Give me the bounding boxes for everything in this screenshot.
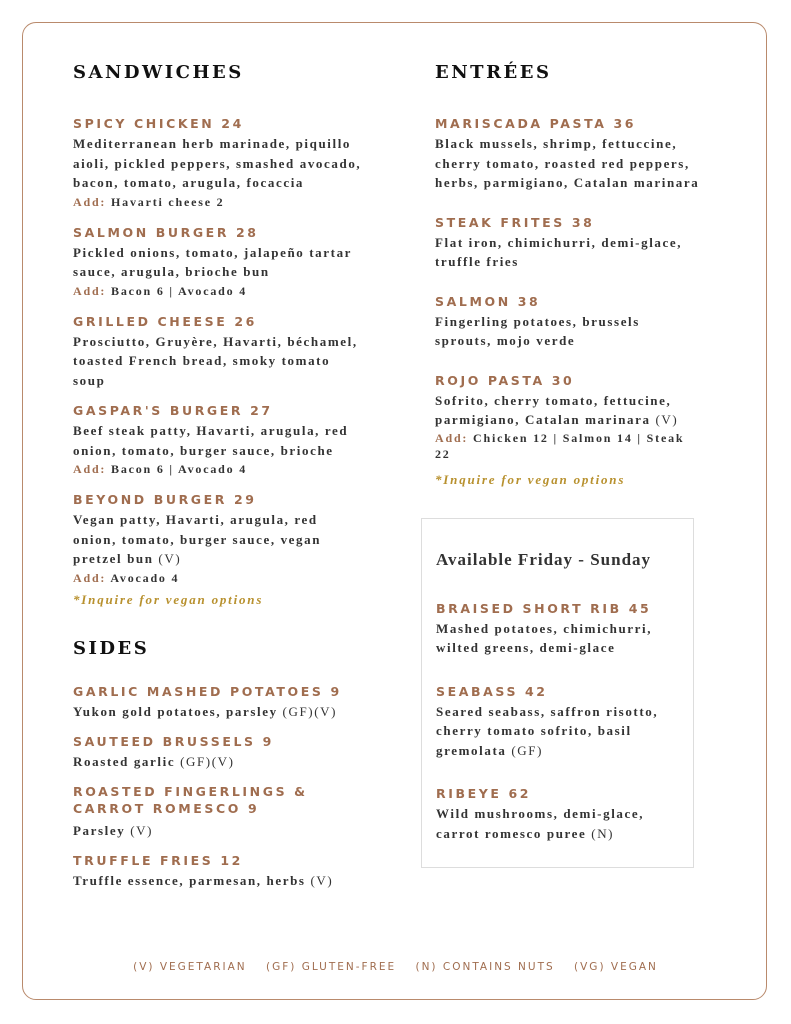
menu-item [73, 732, 363, 772]
menu-item [73, 223, 363, 301]
item-name: ROJO PASTA 30 [435, 372, 575, 388]
add-options: Havarti cheese 2 [111, 194, 225, 209]
item-name: RIBEYE 62 [436, 786, 532, 801]
legend-gluten-free: (GF) GLUTEN-FREE [265, 961, 397, 973]
item-addon [73, 460, 363, 479]
add-label: Add: [435, 430, 469, 445]
menu-item [73, 401, 363, 479]
diet-tag: (GF)(V) [180, 754, 235, 769]
menu-item [436, 682, 681, 761]
desc-text: Seared seabass, saffron risotto, cherry tomato sofrito, basil gremolata [436, 703, 659, 758]
section-title-sides: SIDES [73, 637, 150, 659]
item-desc: Black mussels, shrimp, fettuccine, cherry tomato, roasted red peppers, herbs, parmigiano, Catalan marinara [435, 136, 700, 190]
item-name: GARLIC MASHED POTATOES 9 [73, 683, 342, 699]
desc-text: Wild mushrooms, demi-glace, carrot romesco puree [436, 806, 645, 841]
item-desc [436, 804, 681, 843]
menu-item [73, 490, 363, 588]
menu-item [436, 784, 681, 843]
add-options: Bacon 6 | Avocado 4 [111, 283, 247, 298]
diet-tag: (V) [310, 873, 334, 888]
left-column [73, 60, 363, 891]
item-name: MARISCADA PASTA 36 [435, 116, 637, 131]
legend-vegan: (VG) VEGAN [574, 961, 658, 973]
item-desc: Mashed potatoes, chimichurri, wilted greens, demi-glace [436, 620, 653, 655]
diet-tag: (V) [130, 822, 154, 838]
right-column [435, 60, 700, 868]
desc-text: Parsley [73, 822, 126, 838]
section-title-sandwiches: SANDWICHES [73, 62, 244, 83]
menu-item [73, 851, 363, 891]
item-name: SALMON 38 [435, 293, 541, 309]
item-desc: Fingerling potatoes, brussels sprouts, mojo verde [435, 313, 640, 348]
desc-text: Roasted garlic [73, 754, 176, 769]
add-label: Add: [73, 570, 107, 585]
item-name: BEYOND BURGER 29 [73, 492, 257, 507]
legend-contains-nuts: (N) CONTAINS NUTS [415, 961, 555, 973]
menu-page [0, 60, 791, 982]
add-options: Bacon 6 | Avocado 4 [111, 462, 247, 476]
diet-tag: (V) [158, 551, 182, 566]
add-label: Add: [73, 194, 107, 209]
desc-text: Vegan patty, Havarti, arugula, red onion, tomato, burger sauce, vegan pretzel bun [73, 512, 322, 566]
item-desc: Flat iron, chimichurri, demi-glace, truffle fries [435, 234, 683, 269]
item-desc: Pickled onions, tomato, jalapeño tartar sauce, arugula, brioche bun [73, 244, 352, 279]
item-desc [73, 821, 323, 841]
sides-section [73, 636, 363, 891]
item-name: SAUTEED BRUSSELS 9 [73, 734, 274, 749]
desc-text: Sofrito, cherry tomato, fettucine, parmigiano, Catalan marinara [435, 392, 672, 427]
item-name: BRAISED SHORT RIB 45 [436, 600, 652, 616]
item-desc: Prosciutto, Gruyère, Havarti, béchamel, toasted French bread, smoky tomato soup [73, 333, 358, 388]
item-desc [73, 702, 363, 722]
menu-columns [0, 60, 791, 948]
item-desc [73, 510, 363, 569]
section-title-entrees: ENTRÉES [435, 62, 552, 83]
menu-item [435, 213, 700, 272]
item-desc [435, 391, 700, 430]
menu-item [435, 292, 700, 351]
add-label: Add: [73, 283, 107, 298]
item-addon [73, 569, 363, 588]
vegan-note: *Inquire for vegan options [73, 591, 264, 607]
menu-item [73, 114, 363, 212]
diet-tag: (GF)(V) [282, 703, 338, 719]
item-name: SALMON BURGER 28 [73, 224, 259, 240]
item-name: GRILLED CHEESE 26 [73, 313, 257, 329]
legend-vegetarian: (V) VEGETARIAN [133, 961, 247, 973]
item-name: GASPAR'S BURGER 27 [73, 403, 273, 418]
item-desc: Beef steak patty, Havarti, arugula, red onion, tomato, burger sauce, brioche [73, 423, 349, 458]
desc-text: Yukon gold potatoes, parsley [73, 703, 278, 719]
item-name: SPICY CHICKEN 24 [73, 116, 244, 131]
menu-item [73, 783, 323, 841]
item-name: TRUFFLE FRIES 12 [73, 853, 243, 868]
menu-item [435, 371, 700, 462]
diet-tag: (V) [655, 412, 679, 427]
weekend-specials-box [421, 518, 694, 869]
item-addon [73, 193, 363, 212]
item-name: STEAK FRITES 38 [435, 214, 595, 230]
item-desc: Mediterranean herb marinade, piquillo aioli, pickled peppers, smashed avocado, bacon, tomato, arugula, focaccia [73, 136, 362, 190]
diet-tag: (GF) [511, 742, 544, 758]
desc-text: Truffle essence, parmesan, herbs [73, 873, 306, 888]
vegan-note: *Inquire for vegan options [435, 471, 626, 487]
menu-item [436, 599, 681, 658]
dietary-legend [0, 960, 791, 982]
item-name: SEABASS 42 [436, 683, 548, 699]
item-name: ROASTED FINGERLINGS & CARROT ROMESCO 9 [73, 783, 308, 816]
item-desc [436, 702, 681, 761]
item-desc [73, 871, 363, 891]
menu-item [73, 312, 363, 391]
weekend-title: Available Friday - Sunday [436, 549, 652, 569]
item-addon [435, 430, 700, 462]
item-addon [73, 282, 363, 301]
item-desc [73, 752, 363, 772]
add-options: Avocado 4 [110, 570, 180, 585]
menu-item [435, 114, 700, 193]
diet-tag: (N) [591, 825, 615, 841]
add-options: Chicken 12 | Salmon 14 | Steak 22 [435, 430, 685, 461]
add-label: Add: [73, 462, 107, 476]
menu-item [73, 682, 363, 722]
